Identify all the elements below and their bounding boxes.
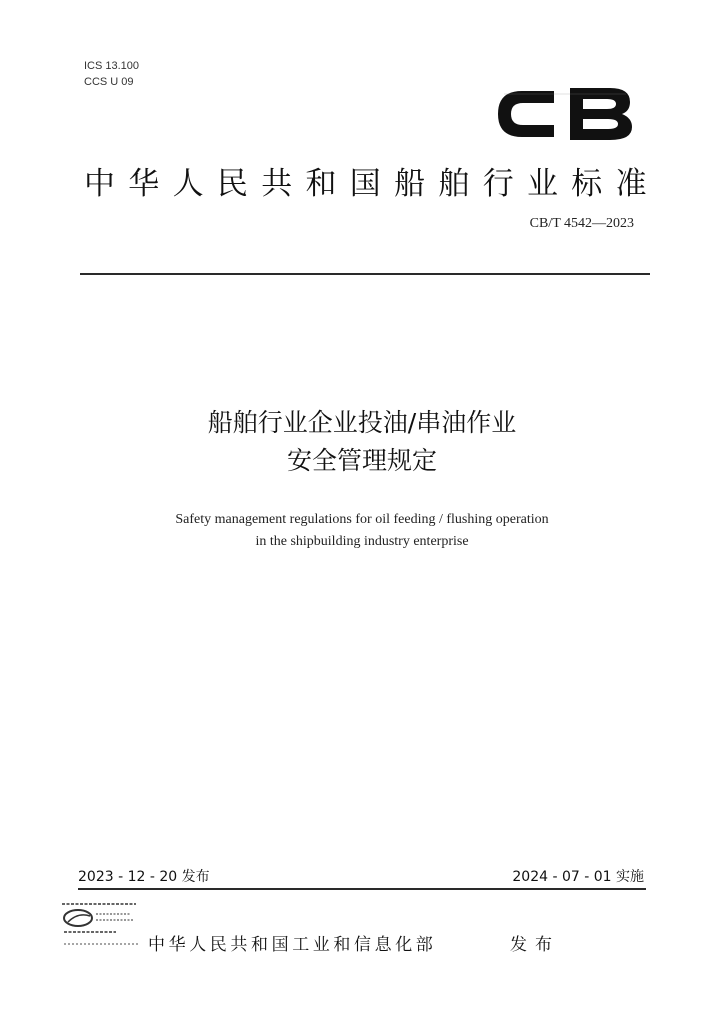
classification-codes (84, 58, 139, 90)
ics-code: ICS 13.100 (84, 60, 140, 72)
header-divider (80, 273, 650, 275)
implementation-date: 2024 - 07 - 01 实施 (512, 869, 644, 885)
document-title-cn (60, 404, 664, 480)
issue-date: 2023 - 12 - 20 发布 (78, 869, 210, 885)
title-cn-line-2: 安全管理规定 (286, 446, 437, 475)
standard-number: CB/T 4542—2023 (529, 216, 634, 231)
publisher-name: 中华人民共和国工业和信息化部 (148, 935, 437, 955)
standard-category-title: 中华人民共和国船舶行业标准 (84, 166, 660, 202)
ccs-code: CCS U 09 (84, 76, 134, 88)
title-en-line-2: in the shipbuilding industry enterprise (255, 534, 469, 549)
footer-divider (78, 888, 646, 890)
cb-logo (492, 82, 636, 146)
title-en-line-1: Safety management regulations for oil feeding / flushing operation (175, 512, 549, 527)
publish-label: 发布 (510, 935, 560, 955)
title-cn-line-1: 船舶行业企业投油/串油作业 (207, 408, 517, 437)
document-title-en (60, 509, 664, 553)
publisher-stamp-logo (60, 898, 142, 958)
